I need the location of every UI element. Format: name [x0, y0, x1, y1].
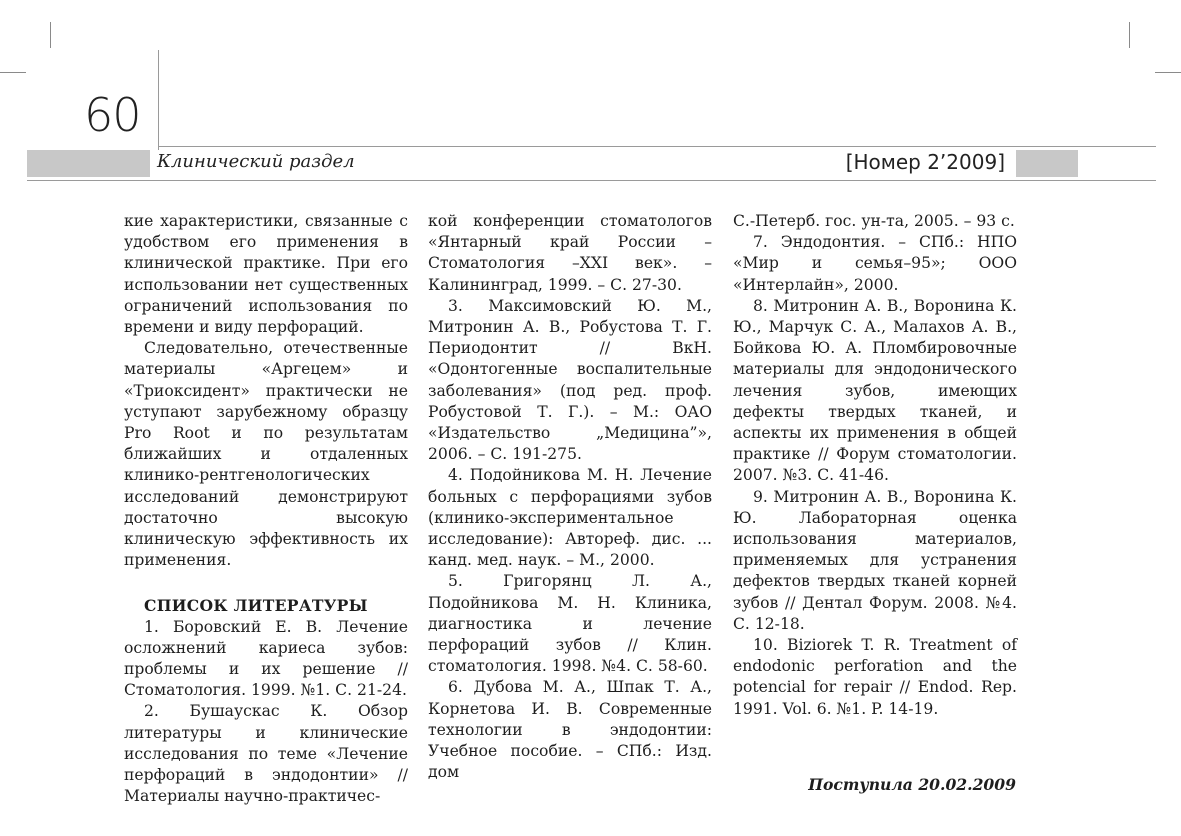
reference-item: 10. Biziorek T. R. Treatment of endodonic perforation and the potencial for repair // Endod. Rep. 1991. Vol. 6. №1. P. 14-19. [733, 636, 1017, 718]
issue-label: [Номер 2’2009] [845, 150, 1005, 174]
references-heading: СПИСОК ЛИТЕРАТУРЫ [144, 596, 368, 616]
reference-item: 1. Боровский Е. В. Лечение осложнений кариеса зубов: проблемы и их решение // Стоматология. 1999. №1. С. 21-24. [124, 617, 408, 700]
crop-mark-right [1155, 72, 1181, 73]
header-band-right [1016, 150, 1078, 177]
section-title: Клинический раздел [157, 151, 355, 172]
header-bottom-rule [27, 180, 1156, 181]
crop-mark-top-right [1129, 22, 1130, 48]
reference-item: 6. Дубова М. А., Шпак Т. А., Корнетова И. В. Современные технологии в эндодонтии: Учебное пособие. – СПб.: Изд. дом [428, 678, 712, 782]
body-paragraph-conclusion: Следовательно, отечественные материалы «Аргецем» и «Триоксидент» практически не уступают зарубежному образцу Pro Root и по результатам ближайших и отдаленных клинико-рентгенологических исследований демонстрируют достаточно высокую клиническую эффективность их применения. [124, 339, 408, 570]
crop-mark-left [0, 72, 26, 73]
reference-item-continuation: кой конференции стоматологов «Янтарный край России – Стоматология –XXI век». – Калининград, 1999. – С. 27-30. [428, 212, 712, 294]
reference-item: 2. Бушаускас К. Обзор литературы и клинические исследования по теме «Лечение перфораций в эндодонтии» // Материалы научно-практичес- [124, 702, 408, 806]
reference-item-continuation: С.-Петерб. гос. ун-та, 2005. – 93 с. [733, 212, 1015, 230]
column-1 [124, 211, 408, 807]
crop-mark-top-left [50, 22, 51, 48]
page-number-divider [158, 50, 159, 150]
column-3 [733, 211, 1017, 720]
reference-item: 7. Эндодонтия. – СПб.: НПО «Мир и семья–95»; ООО «Интерлайн», 2000. [733, 233, 1017, 294]
reference-item: 4. Подойникова М. Н. Лечение больных с перфорациями зубов (клинико-экспериментальное исследование): Автореф. дис. ... канд. мед. наук. – М., 2000. [428, 466, 712, 570]
header-top-rule [158, 146, 1156, 147]
received-date: Поступила 20.02.2009 [808, 775, 1016, 794]
column-2 [428, 211, 712, 783]
body-paragraph-continuation: кие характеристики, связанные с удобством его применения в клинической практике. При его использовании нет существенных ограничений использования по времени и виду перфораций. [124, 212, 408, 337]
reference-item: 3. Максимовский Ю. М., Митронин А. В., Робустова Т. Г. Периодонтит // ВкН. «Одонтогенные воспалительные заболевания» (под ред. проф. Робустовой Т. Г.). – М.: ОАО «Издательство „Медицина”», 2006. – С. 191-275. [428, 296, 712, 464]
reference-item: 8. Митронин А. В., Воронина К. Ю., Марчук С. А., Малахов А. В., Бойкова Ю. А. Пломбировочные материалы для эндодонического лечения зубов, имеющих дефекты твердых тканей, и аспекты их применения в общей практике // Форум стоматологии. 2007. №3. С. 41-46. [733, 296, 1017, 485]
reference-item: 9. Митронин А. В., Воронина К. Ю. Лабораторная оценка использования материалов, применяемых для устранения дефектов твердых тканей корней зубов // Дентал Форум. 2008. №4. С. 12-18. [733, 487, 1017, 633]
reference-item: 5. Григорянц Л. А., Подойникова М. Н. Клиника, диагностика и лечение перфораций зубов // Клин. стоматология. 1998. №4. С. 58-60. [428, 572, 712, 676]
header-band-left [27, 150, 150, 177]
page-number: 60 [84, 88, 141, 142]
